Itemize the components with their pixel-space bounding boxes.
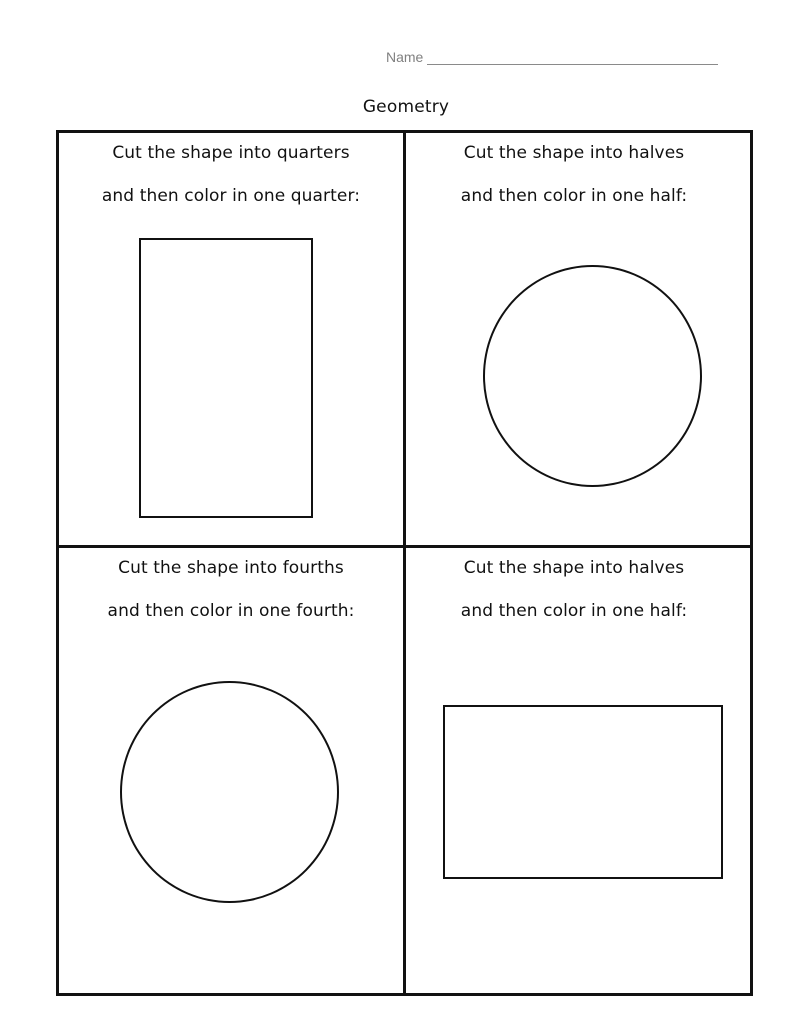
exercise-cell-quarters — [59, 133, 403, 545]
instruction-line-1: Cut the shape into halves — [463, 143, 685, 163]
instruction-line-1: Cut the shape into halves — [463, 558, 685, 578]
instruction-line-2: and then color in one quarter: — [101, 186, 361, 206]
exercise-cell-halves-rectangle — [406, 548, 750, 993]
page-title: Geometry — [362, 97, 450, 117]
name-label: Name — [386, 49, 424, 65]
instruction-line-1: Cut the shape into fourths — [118, 558, 344, 578]
rectangle-shape[interactable] — [443, 705, 723, 879]
instruction-line-2: and then color in one half: — [460, 186, 688, 206]
instruction-line-2: and then color in one fourth: — [107, 601, 355, 621]
instruction-line-1: Cut the shape into quarters — [112, 143, 350, 163]
name-field[interactable] — [386, 47, 726, 69]
circle-shape[interactable] — [483, 265, 702, 487]
instruction-line-2: and then color in one half: — [460, 601, 688, 621]
rectangle-shape[interactable] — [139, 238, 313, 518]
exercise-cell-halves-circle — [406, 133, 750, 545]
exercise-cell-fourths — [59, 548, 403, 993]
name-blank-line[interactable] — [427, 64, 718, 65]
circle-shape[interactable] — [120, 681, 339, 903]
